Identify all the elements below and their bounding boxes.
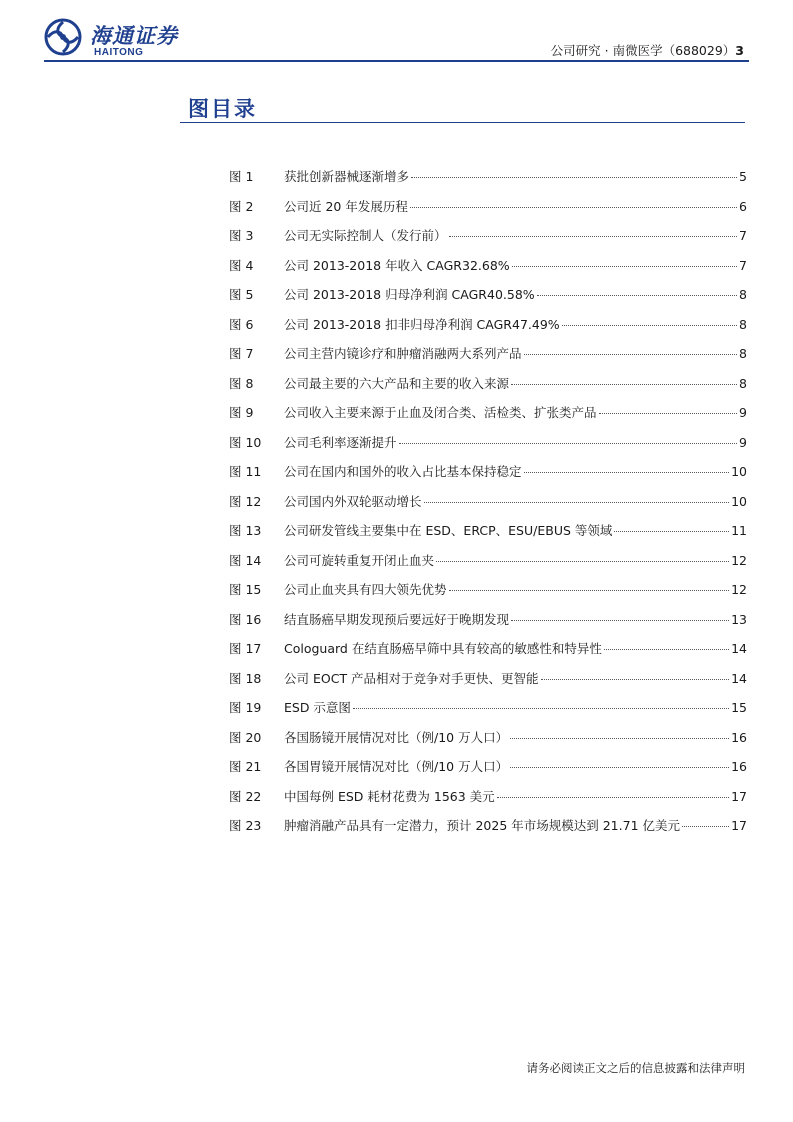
toc-entry[interactable] xyxy=(229,286,747,316)
toc-entry-number: 图 4 xyxy=(229,257,254,273)
toc-entry-page[interactable]: 5 xyxy=(739,169,747,184)
toc-entry-page[interactable]: 13 xyxy=(731,611,747,627)
toc-entry-number: 图 21 xyxy=(229,759,262,774)
toc-entry-page[interactable]: 7 xyxy=(739,228,747,243)
toc-entry-page[interactable]: 6 xyxy=(739,198,747,214)
toc-dot-leader xyxy=(604,648,729,650)
toc-dot-leader xyxy=(682,825,729,827)
toc-entry-number: 图 6 xyxy=(229,316,254,332)
toc-entry-label[interactable]: 公司研发管线主要集中在 ESD、ERCP、ESU/EBUS 等领域 xyxy=(284,523,613,538)
toc-entry[interactable] xyxy=(229,699,747,729)
toc-dot-leader xyxy=(524,353,738,355)
toc-entry-label[interactable]: 中国每例 ESD 耗材花费为 1563 美元 xyxy=(284,788,495,804)
toc-entry[interactable] xyxy=(229,463,747,493)
toc-dot-leader xyxy=(449,235,738,237)
toc-entry-page[interactable]: 7 xyxy=(739,257,747,273)
toc-entry-number: 图 2 xyxy=(229,198,254,214)
toc-entry-label[interactable]: 获批创新器械逐渐增多 xyxy=(284,169,410,184)
toc-entry-label[interactable]: 公司止血夹具有四大领先优势 xyxy=(284,582,447,597)
toc-entry[interactable] xyxy=(229,493,747,523)
toc-entry-label[interactable]: 公司最主要的六大产品和主要的收入来源 xyxy=(284,375,510,391)
toc-entry-page[interactable]: 17 xyxy=(731,788,747,804)
toc-entry-number: 图 20 xyxy=(229,729,262,745)
toc-entry-number: 图 15 xyxy=(229,582,262,597)
toc-dot-leader xyxy=(510,737,729,739)
toc-dot-leader xyxy=(541,678,730,680)
toc-entry[interactable] xyxy=(229,522,747,552)
toc-entry[interactable] xyxy=(229,640,747,670)
toc-entry[interactable] xyxy=(229,404,747,434)
toc-entry-number: 图 14 xyxy=(229,552,262,568)
title-divider xyxy=(180,122,745,123)
toc-entry[interactable] xyxy=(229,581,747,611)
page-title: 图目录 xyxy=(188,97,257,121)
toc-entry[interactable] xyxy=(229,817,747,847)
toc-entry[interactable] xyxy=(229,257,747,287)
toc-dot-leader xyxy=(353,707,729,709)
toc-entry-label[interactable]: 公司毛利率逐渐提升 xyxy=(284,434,397,450)
toc-entry-page[interactable]: 10 xyxy=(731,464,747,479)
toc-entry-label[interactable]: 各国肠镜开展情况对比（例/10 万人口） xyxy=(284,729,509,745)
toc-entry-number: 图 11 xyxy=(229,464,262,479)
toc-entry-page[interactable]: 12 xyxy=(731,582,747,597)
toc-entry-page[interactable]: 8 xyxy=(739,375,747,391)
toc-entry-page[interactable]: 8 xyxy=(739,316,747,332)
logo-name-en: HAITONG xyxy=(94,47,144,58)
toc-entry-number: 图 16 xyxy=(229,611,262,627)
toc-entry[interactable] xyxy=(229,552,747,582)
toc-entry-number: 图 8 xyxy=(229,375,254,391)
toc-entry-page[interactable]: 9 xyxy=(739,434,747,450)
toc-entry-label[interactable]: 公司主营内镜诊疗和肿瘤消融两大系列产品 xyxy=(284,346,522,361)
toc-entry-label[interactable]: 公司国内外双轮驱动增长 xyxy=(284,493,422,509)
toc-entry[interactable] xyxy=(229,729,747,759)
toc-entry[interactable] xyxy=(229,788,747,818)
toc-dot-leader xyxy=(512,265,737,267)
toc-entry-page[interactable]: 10 xyxy=(731,493,747,509)
toc-dot-leader xyxy=(511,619,729,621)
toc-entry-page[interactable]: 11 xyxy=(731,523,747,538)
toc-entry-number: 图 19 xyxy=(229,700,262,715)
toc-entry-label[interactable]: 公司 2013-2018 扣非归母净利润 CAGR47.49% xyxy=(284,316,560,332)
page-header xyxy=(551,41,744,59)
toc-entry-page[interactable]: 14 xyxy=(731,641,747,656)
toc-entry-label[interactable]: 公司 2013-2018 年收入 CAGR32.68% xyxy=(284,257,510,273)
toc-entry[interactable] xyxy=(229,345,747,375)
toc-entry-label[interactable]: 各国胃镜开展情况对比（例/10 万人口） xyxy=(284,759,509,774)
haitong-emblem-icon xyxy=(44,18,82,56)
header-breadcrumb: 公司研究 · 南微医学（688029） xyxy=(550,43,736,58)
toc-dot-leader xyxy=(524,471,730,473)
toc-entry-number: 图 9 xyxy=(229,405,254,420)
toc-entry-page[interactable]: 8 xyxy=(739,287,747,302)
toc-entry-number: 图 23 xyxy=(229,818,262,833)
toc-entry[interactable] xyxy=(229,670,747,700)
toc-dot-leader xyxy=(614,530,729,532)
toc-entry-page[interactable]: 17 xyxy=(731,818,747,833)
figure-list xyxy=(229,168,747,847)
toc-entry-label[interactable]: 公司收入主要来源于止血及闭合类、活检类、扩张类产品 xyxy=(284,405,597,420)
logo-name-cn: 海通证券 xyxy=(90,24,178,48)
toc-entry-label[interactable]: 公司在国内和国外的收入占比基本保持稳定 xyxy=(284,464,522,479)
toc-entry-label[interactable]: 公司可旋转重复开闭止血夹 xyxy=(284,552,435,568)
toc-entry[interactable] xyxy=(229,611,747,641)
toc-entry-number: 图 13 xyxy=(229,523,262,538)
toc-dot-leader xyxy=(497,796,729,798)
toc-entry-page[interactable]: 16 xyxy=(731,759,747,774)
toc-entry-label[interactable]: ESD 示意图 xyxy=(284,700,351,715)
toc-entry-number: 图 1 xyxy=(229,169,254,184)
toc-entry-page[interactable]: 16 xyxy=(731,729,747,745)
toc-entry-number: 图 10 xyxy=(229,434,262,450)
toc-entry[interactable] xyxy=(229,316,747,346)
header-divider xyxy=(44,60,749,62)
toc-dot-leader xyxy=(449,589,730,591)
toc-entry-number: 图 22 xyxy=(229,788,262,804)
toc-dot-leader xyxy=(562,324,737,326)
toc-entry-label[interactable]: 公司近 20 年发展历程 xyxy=(284,198,408,214)
footer-disclaimer: 请务必阅读正文之后的信息披露和法律声明 xyxy=(526,1061,745,1075)
toc-entry-number: 图 7 xyxy=(229,346,254,361)
toc-entry-number: 图 18 xyxy=(229,670,262,686)
toc-entry[interactable] xyxy=(229,434,747,464)
toc-entry-number: 图 5 xyxy=(229,287,254,302)
toc-dot-leader xyxy=(424,501,730,503)
toc-dot-leader xyxy=(399,442,738,444)
toc-dot-leader xyxy=(436,560,729,562)
toc-dot-leader xyxy=(410,206,737,208)
toc-entry[interactable] xyxy=(229,227,747,257)
toc-entry-page[interactable]: 12 xyxy=(731,552,747,568)
toc-entry-page[interactable]: 14 xyxy=(731,670,747,686)
header-page-number: 3 xyxy=(735,43,744,58)
toc-entry-number: 图 12 xyxy=(229,493,262,509)
toc-entry-page[interactable]: 15 xyxy=(731,700,747,715)
toc-entry-label[interactable]: 公司 EOCT 产品相对于竞争对手更快、更智能 xyxy=(284,670,539,686)
toc-entry[interactable] xyxy=(229,168,747,198)
toc-dot-leader xyxy=(510,766,729,768)
toc-entry-label[interactable]: 结直肠癌早期发现预后要远好于晚期发现 xyxy=(284,611,510,627)
toc-entry-number: 图 17 xyxy=(229,641,262,656)
toc-entry-label[interactable]: 肿瘤消融产品具有一定潜力，预计 2025 年市场规模达到 21.71 亿美元 xyxy=(284,818,680,833)
toc-entry-label[interactable]: Cologuard 在结直肠癌早筛中具有较高的敏感性和特异性 xyxy=(284,641,602,656)
toc-entry[interactable] xyxy=(229,198,747,228)
toc-entry-label[interactable]: 公司 2013-2018 归母净利润 CAGR40.58% xyxy=(284,287,535,302)
toc-dot-leader xyxy=(511,383,737,385)
toc-entry[interactable] xyxy=(229,758,747,788)
toc-entry-number: 图 3 xyxy=(229,228,254,243)
toc-dot-leader xyxy=(599,412,738,414)
toc-dot-leader xyxy=(537,294,737,296)
toc-entry-label[interactable]: 公司无实际控制人（发行前） xyxy=(284,228,447,243)
toc-entry[interactable] xyxy=(229,375,747,405)
toc-entry-page[interactable]: 9 xyxy=(739,405,747,420)
toc-dot-leader xyxy=(411,176,737,178)
toc-entry-page[interactable]: 8 xyxy=(739,346,747,361)
